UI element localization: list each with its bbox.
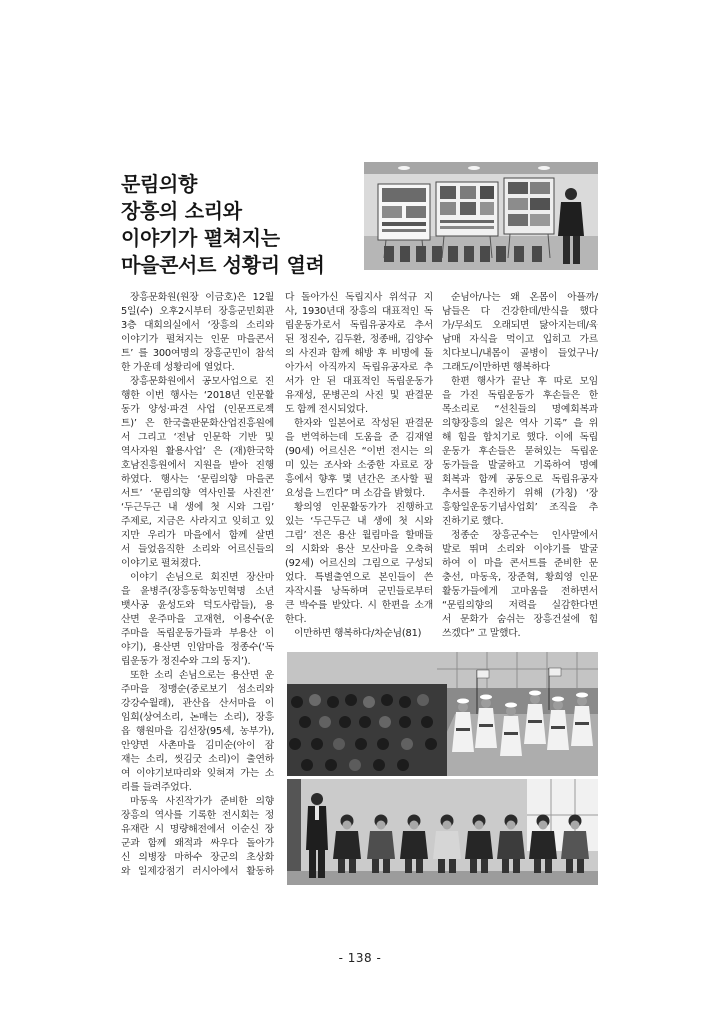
head [291, 696, 303, 708]
text-line: 목소리로 “선친들의 명예회복과 [442, 404, 598, 415]
text-line: 활동가들에게 고마움을 전하면서 [442, 586, 598, 597]
text-line: 하였다. 행사는 ‘문림의향 마을콘 [121, 474, 274, 485]
chair [400, 246, 410, 262]
text-line: 서트’ ‘문림의향 역사인물 사진전’ [121, 488, 274, 499]
text-line: ‘두근두근 내 생에 첫 시와 그림’ [121, 502, 274, 513]
text-line: 읍 행원마을 김선장(95세, 농부가), [121, 726, 274, 737]
text-line: 강강수월래), 관산읍 산서마을 이 [121, 698, 274, 709]
face [539, 821, 548, 830]
text-line: 장흥의 역사를 기록한 전시회는 정 [121, 810, 274, 821]
text-line: 리를 들려주었다. [121, 782, 192, 793]
text-line: 미 있는 조사와 소중한 자료로 장 [285, 460, 433, 471]
text-line: 임희(상여소리, 논매는 소리), 장흥 [121, 712, 274, 723]
text-line: 을 가진 독립운동가 후손들은 한 [442, 390, 598, 401]
head [373, 759, 385, 771]
text-line: 서 문화가 숨쉬는 장흥건설에 힘 [442, 614, 598, 625]
sash [504, 732, 518, 735]
board-photo [508, 182, 528, 194]
sash [528, 720, 542, 723]
hat [529, 691, 541, 696]
text-line: 아가서 아직까지 독립유공자로 추 [285, 362, 433, 373]
text-line: 그래도/이만하면 행복하다 [442, 362, 550, 373]
text-line: 서 들었음직한 소리와 어르신들의 [121, 544, 274, 555]
head [299, 716, 311, 728]
text-line: 그림’ 전은 용산 월림마을 할매들 [285, 530, 433, 541]
leg [309, 850, 316, 878]
leg [416, 859, 423, 873]
board-photo [480, 202, 494, 215]
chair [464, 246, 474, 262]
paragraph [442, 291, 598, 375]
text-line: 야기), 용산면 인암마을 정종수(‘독 [121, 642, 274, 653]
leg [563, 236, 570, 264]
text-line: 진하기로 했다. [442, 516, 504, 527]
text-line: 치다보니/내몸이 골병이 들었구나/ [442, 348, 598, 359]
body [561, 831, 589, 859]
head [311, 738, 323, 750]
text-line: 이야기로 펼쳐졌다. [121, 558, 201, 569]
sash [456, 728, 470, 731]
board-photo [382, 206, 402, 218]
text-line: 트)’ 은 한국출판문화산업진흥원에 [121, 418, 274, 429]
performance-photo [287, 652, 598, 776]
body [465, 831, 493, 859]
text-line: 한자와 일본어로 작성된 판결문 [294, 418, 433, 429]
paragraph [121, 571, 274, 669]
text-line: 도 함께 전시되었다. [285, 404, 368, 415]
torso [558, 202, 584, 236]
head [397, 759, 409, 771]
headline-line: 문림의향 [121, 172, 198, 196]
text-line: 순님아/나는 왜 온몸이 아플까/ [451, 292, 598, 303]
text-line: 립운동가로서 독립유공자로 추서 [285, 320, 433, 331]
head [327, 696, 339, 708]
face [443, 821, 452, 830]
board-photo [460, 186, 476, 199]
board-photo [508, 198, 528, 210]
head [309, 694, 321, 706]
text-line: 한편 행사가 끝난 후 따로 모임 [451, 376, 598, 387]
board-caption [382, 229, 426, 232]
text-line: 었다. 특별출연으로 본인들이 쓴 [285, 572, 433, 583]
chair [416, 246, 426, 262]
text-line: 정종순 장흥군수는 인사말에서 [451, 530, 598, 541]
light [398, 166, 410, 170]
leg [383, 859, 390, 873]
text-line: 의 시화와 용산 모산마을 오축혀 [285, 544, 433, 555]
board-caption [440, 226, 494, 229]
text-line: 흥에서 향후 몇 년간은 조사할 필 [285, 474, 433, 485]
body [400, 831, 428, 859]
text-line: 큰 박수를 받았다. 시 한편을 소개 [285, 600, 433, 611]
leg [534, 859, 541, 873]
leg [438, 859, 445, 873]
text-line: 5일(수) 오후2시부터 장흥군민회관 [121, 306, 274, 317]
board-photo [530, 182, 550, 194]
body [433, 831, 461, 859]
text-line: 자작시를 낭독하며 군민들로부터 [285, 586, 433, 597]
text-line: 신 의병장 마하수 장군의 초상화 [121, 852, 274, 863]
text-line: 역사자원 활용사업’ 은 (재)한국학 [121, 446, 274, 457]
paragraph [285, 501, 433, 627]
article-column-2 [285, 291, 433, 641]
text-line: 뱃사공 윤성도와 덕도사람들), 용 [121, 600, 274, 611]
text-line: 이야기가 펼쳐지는 인문 마을콘서 [121, 334, 274, 345]
leg [573, 236, 580, 264]
body [367, 831, 395, 859]
board-caption [382, 222, 426, 226]
text-line: “문림의향의 저력을 실감한다면 [442, 600, 598, 611]
board-poster [382, 188, 426, 202]
chair [480, 246, 490, 262]
paragraph [285, 417, 433, 501]
text-line: 트’ 를 300여명의 장흥군민이 참석 [121, 348, 274, 359]
paragraph [121, 795, 274, 879]
text-line: 있는 ‘두근두근 내 생에 첫 시와 [285, 516, 433, 527]
body [529, 831, 557, 859]
text-line: 유재성, 문병곤의 사진 및 판결문 [285, 390, 433, 401]
head [381, 694, 393, 706]
curtain [287, 779, 301, 885]
head [345, 694, 357, 706]
paragraph [121, 375, 274, 571]
head [311, 793, 323, 805]
text-line: 서 그리고 ‘전남 인문학 기반 및 [121, 432, 274, 443]
body [497, 831, 525, 859]
paragraph [285, 627, 433, 641]
text-line: 충선, 마동욱, 장준혁, 황희영 인문 [442, 572, 598, 583]
board-photo [508, 214, 528, 226]
text-line: 발로 뛰며 소리와 이야기를 발굴 [442, 544, 598, 555]
text-line: 와 일제강점기 러시아에서 활동하 [121, 866, 274, 877]
paragraph [285, 291, 433, 417]
leg [545, 859, 552, 873]
text-line: 을 윤병주(장흥동학농민혁명 소년 [121, 586, 274, 597]
text-line: 된 정진수, 김두환, 정종배, 김양수 [285, 334, 433, 345]
head [399, 716, 411, 728]
face [571, 821, 580, 830]
head [379, 716, 391, 728]
flag [549, 668, 561, 676]
face [343, 821, 352, 830]
chair [514, 246, 524, 262]
paragraph [121, 669, 274, 795]
board-photo [480, 186, 494, 199]
light [468, 166, 480, 170]
page-number: - 138 - [338, 951, 382, 965]
text-line: 장흥문화원에서 공모사업으로 진 [130, 376, 274, 387]
text-line: 동가 양성·파견 사업 (인문프로젝 [121, 404, 274, 415]
headline-line: 이야기가 펼쳐지는 [121, 226, 280, 250]
paragraph [442, 375, 598, 529]
text-line: 행한 이번 행사는 ‘2018년 인문활 [121, 390, 274, 401]
article-column-3 [442, 291, 598, 641]
text-line: 호남진흥원에서 지원을 받아 진행 [121, 460, 274, 471]
hat [552, 697, 564, 702]
leg [349, 859, 356, 873]
shirt [315, 806, 319, 820]
board-caption [440, 220, 494, 223]
face [410, 821, 419, 830]
head [425, 738, 437, 750]
leg [449, 859, 456, 873]
text-line: 추서를 추진하기 위해 (가칭) ‘장 [442, 488, 598, 499]
head [355, 738, 367, 750]
text-line: 동가들을 발굴하고 기록하여 명예 [442, 460, 598, 471]
leg [566, 859, 573, 873]
board-photo [460, 202, 476, 215]
head [325, 759, 337, 771]
text-line: 또한 소리 손님으로는 용산면 운 [130, 670, 274, 681]
sash [551, 726, 565, 729]
hat [457, 699, 469, 704]
sash [575, 722, 589, 725]
body [333, 831, 361, 859]
text-line: 의 사진과 함께 해방 후 비명에 돌 [285, 348, 433, 359]
leg [513, 859, 520, 873]
board-photo [530, 214, 550, 226]
leg [338, 859, 345, 873]
head [399, 696, 411, 708]
text-line: 이야기 손님으로 회진면 장산마 [130, 572, 274, 583]
paragraph [442, 529, 598, 641]
text-line: 황의영 인문활동가가 진행하고 [294, 502, 433, 513]
head [359, 716, 371, 728]
exhibition-photo [364, 162, 598, 270]
text-line: 재는 소리, 씻김굿 소리)이 출연하 [121, 754, 274, 765]
chair [432, 246, 442, 262]
text-line: 하여 이 마을 콘서트를 준비한 문 [442, 558, 598, 569]
hat [480, 695, 492, 700]
text-line: 요성을 느낀다” 며 소감을 밝혔다. [285, 488, 425, 499]
head [377, 738, 389, 750]
leg [318, 850, 325, 878]
text-line: 서가 안 된 대표적인 독립운동가 [285, 376, 433, 387]
text-line: 운동가 후손들은 묻혀있는 독립운 [442, 446, 598, 457]
text-line: 한 가운데 성황리에 열었다. [121, 362, 235, 373]
text-line: 한다. [285, 614, 307, 625]
board-photo [440, 186, 456, 199]
text-line: 군과 함께 왜적과 싸우다 돌아가 [121, 838, 274, 849]
text-line: 해 힘을 합치기로 했다. 이에 독립 [442, 432, 598, 443]
chair [384, 246, 394, 262]
head [301, 759, 313, 771]
text-line: 립운동가 정진수와 그의 동지’). [121, 656, 251, 667]
leg [405, 859, 412, 873]
text-line: 남매 자식을 먹이고 입히고 가르 [442, 334, 598, 345]
text-line: 3층 대회의실에서 ‘장흥의 소리와 [121, 320, 274, 331]
leg [481, 859, 488, 873]
text-line: 남들은 다 건강한데/반식을 했다 [442, 306, 598, 317]
face [475, 821, 484, 830]
board-photo [440, 202, 456, 215]
text-line: 흥항일운동기념사업회’ 조직을 추 [442, 502, 598, 513]
article-headline [121, 171, 361, 279]
hat [505, 703, 517, 708]
board-photo [530, 198, 550, 210]
leg [372, 859, 379, 873]
text-line: 안양면 사촌마을 김미순(아이 잠 [121, 740, 274, 751]
chair [532, 246, 542, 262]
seated-elders-photo [287, 779, 598, 885]
sash [479, 724, 493, 727]
chair [496, 246, 506, 262]
flag [477, 670, 489, 678]
face [507, 821, 516, 830]
text-line: 가/무쇠도 오래되면 닳아지는데/육 [442, 320, 598, 331]
text-line: (92세) 어르신의 그림으로 구성되 [285, 558, 433, 569]
text-line: (90세) 어르신은 “이번 전시는 의 [285, 446, 433, 457]
text-line: 장흥문화원(원장 이금호)은 12월 [130, 292, 274, 303]
head [339, 716, 351, 728]
text-line: 을 번역하는데 도움을 준 김재열 [285, 432, 433, 443]
board-photo [406, 206, 426, 218]
hat [576, 693, 588, 698]
text-line: 다 돌아가신 독립지사 위석규 지 [285, 292, 433, 303]
head [421, 716, 433, 728]
leg [577, 859, 584, 873]
head [349, 759, 361, 771]
text-line: 사, 1930년대 장흥의 대표적인 독 [285, 306, 433, 317]
head [401, 738, 413, 750]
leg [470, 859, 477, 873]
text-line: 의향장흥의 잃은 역사 기록” 을 위 [442, 418, 598, 429]
head [289, 738, 301, 750]
head [333, 738, 345, 750]
text-line: 여 이야기보따리와 잊혀져 가는 소 [121, 768, 274, 779]
headline-line: 마을콘서트 성황리 열려 [121, 253, 325, 277]
text-line: 주마을 독립운동가들과 부용산 이 [121, 628, 274, 639]
text-line: 유재란 시 명량해전에서 이순신 장 [121, 824, 274, 835]
article-column-1 [121, 291, 274, 879]
text-line: 마동욱 사진작가가 준비한 의향 [130, 796, 274, 807]
chair [448, 246, 458, 262]
text-line: 산면 운주마을 고재현, 이용수(운 [121, 614, 274, 625]
head [417, 694, 429, 706]
text-line: 지만 우리가 마을에서 함께 살면 [121, 530, 274, 541]
face [377, 821, 386, 830]
text-line: 주마을 정맹순(중로보기 섬소리와 [121, 684, 274, 695]
text-line: 이만하면 행복하다/차순님(81) [294, 628, 422, 639]
paragraph [121, 291, 274, 375]
leg [502, 859, 509, 873]
text-line: 쓰겠다” 고 말했다. [442, 628, 521, 639]
head [363, 696, 375, 708]
head [319, 716, 331, 728]
light [538, 166, 550, 170]
head [565, 188, 577, 200]
text-line: 주제로, 지금은 사라지고 잊히고 있 [121, 516, 274, 527]
headline-line: 장흥의 소리와 [121, 199, 242, 223]
text-line: 회복과 함께 공동으로 독립유공자 [442, 474, 598, 485]
floor [287, 871, 598, 885]
